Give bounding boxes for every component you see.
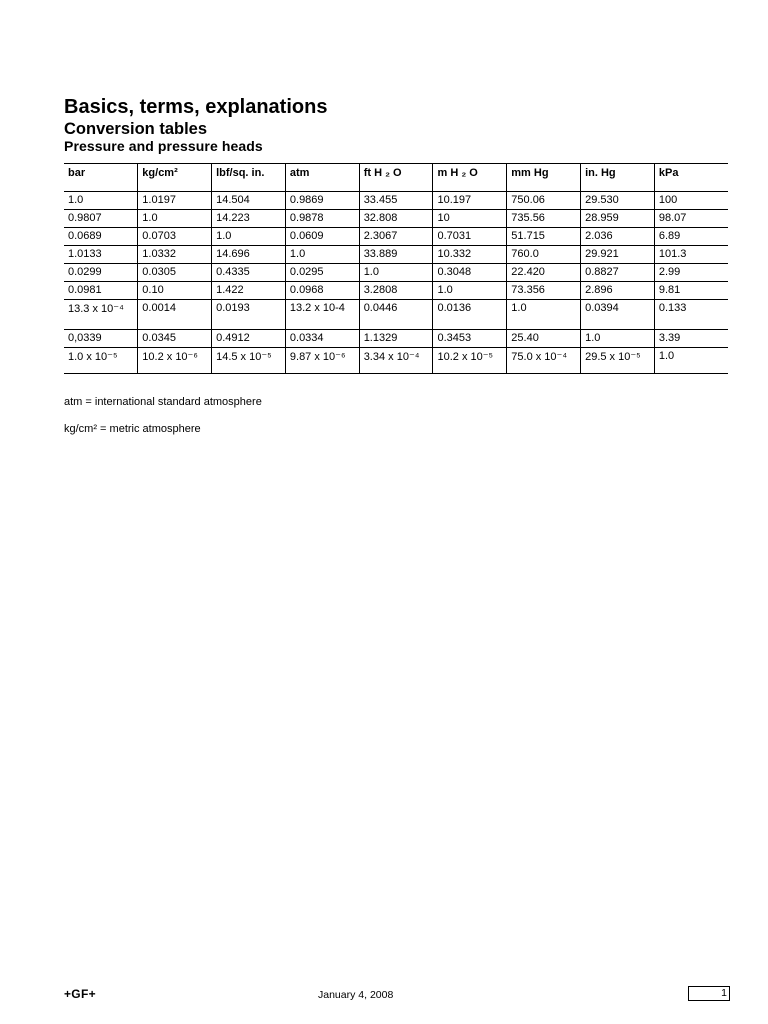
table-cell: 1.0 [654, 348, 728, 374]
table-cell: 9.87 x 10⁻⁶ [285, 348, 359, 374]
page-number-box [688, 986, 730, 1001]
table-cell: 0.0968 [285, 282, 359, 300]
table-row [64, 228, 728, 246]
table-cell: 13.3 x 10⁻⁴ [64, 300, 138, 330]
table-cell: 0.0014 [138, 300, 212, 330]
table-cell: 0.9869 [285, 192, 359, 210]
table-cell: 0.0345 [138, 330, 212, 348]
document-title: Basics, terms, explanations [64, 96, 328, 118]
table-cell: 1.0 x 10⁻⁵ [64, 348, 138, 374]
table-cell: 1.0 [581, 330, 655, 348]
table-cell: 29.5 x 10⁻⁵ [581, 348, 655, 374]
header-cell: kg/cm² [138, 164, 212, 192]
table-cell: 101.3 [654, 246, 728, 264]
table-cell: 51.715 [507, 228, 581, 246]
table-cell: 75.0 x 10⁻⁴ [507, 348, 581, 374]
table-cell: 0.0295 [285, 264, 359, 282]
table-cell: 1.0332 [138, 246, 212, 264]
table-cell: 2.3067 [359, 228, 433, 246]
header-cell: m H ₂ O [433, 164, 507, 192]
table-body [64, 192, 728, 374]
pressure-conversion-table [64, 163, 728, 374]
table-cell: 22.420 [507, 264, 581, 282]
header-cell: lbf/sq. in. [212, 164, 286, 192]
table-cell: 33.455 [359, 192, 433, 210]
table-cell: 6.89 [654, 228, 728, 246]
note-atm: atm = international standard atmosphere [64, 396, 262, 408]
table-cell: 10 [433, 210, 507, 228]
table-cell: 2.99 [654, 264, 728, 282]
table-cell: 2.036 [581, 228, 655, 246]
table-cell: 1.0197 [138, 192, 212, 210]
table-cell: 98.07 [654, 210, 728, 228]
table-cell: 10.197 [433, 192, 507, 210]
table-row [64, 264, 728, 282]
footer-date: January 4, 2008 [318, 989, 394, 1001]
table-cell: 0.0609 [285, 228, 359, 246]
table-cell: 14.223 [212, 210, 286, 228]
table-cell: 1.1329 [359, 330, 433, 348]
table-row [64, 300, 728, 330]
table-cell: 32.808 [359, 210, 433, 228]
table-cell: 0,0339 [64, 330, 138, 348]
table-header-row [64, 164, 728, 192]
table-cell: 0.0981 [64, 282, 138, 300]
table-row [64, 246, 728, 264]
header-cell: bar [64, 164, 138, 192]
table-cell: 760.0 [507, 246, 581, 264]
table-cell: 1.0 [64, 192, 138, 210]
table-cell: 29.530 [581, 192, 655, 210]
table-cell: 1.0 [285, 246, 359, 264]
table-cell: 29.921 [581, 246, 655, 264]
table-cell: 1.0 [138, 210, 212, 228]
table-row [64, 210, 728, 228]
note-kg-cm: kg/cm² = metric atmosphere [64, 423, 201, 435]
table-cell: 0.0193 [212, 300, 286, 330]
table-cell: 0.0299 [64, 264, 138, 282]
section-title: Pressure and pressure heads [64, 138, 263, 154]
table-cell: 3.34 x 10⁻⁴ [359, 348, 433, 374]
table-row [64, 192, 728, 210]
table-cell: 14.696 [212, 246, 286, 264]
table-cell: 10.2 x 10⁻⁶ [138, 348, 212, 374]
table-cell: 0.7031 [433, 228, 507, 246]
table-cell: 9.81 [654, 282, 728, 300]
table-cell: 0.0394 [581, 300, 655, 330]
header-cell: ft H ₂ O [359, 164, 433, 192]
table-cell: 0.8827 [581, 264, 655, 282]
table-cell: 0.0136 [433, 300, 507, 330]
table-cell: 0.0689 [64, 228, 138, 246]
table-cell: 2.896 [581, 282, 655, 300]
table-cell: 33.889 [359, 246, 433, 264]
page-number: 1 [721, 987, 727, 999]
table-cell: 1.0 [433, 282, 507, 300]
table-cell: 735.56 [507, 210, 581, 228]
table-cell: 0.0334 [285, 330, 359, 348]
table-cell: 3.2808 [359, 282, 433, 300]
table-cell: 1.0 [507, 300, 581, 330]
header-cell: atm [285, 164, 359, 192]
table-cell: 28.959 [581, 210, 655, 228]
table-cell: 0.3453 [433, 330, 507, 348]
table-cell: 13.2 x 10-4 [285, 300, 359, 330]
table-cell: 0.133 [654, 300, 728, 330]
document-subtitle: Conversion tables [64, 120, 208, 138]
table-cell: 0.4335 [212, 264, 286, 282]
table-row [64, 348, 728, 374]
table-cell: 0.4912 [212, 330, 286, 348]
table-cell: 10.332 [433, 246, 507, 264]
header-cell: mm Hg [507, 164, 581, 192]
table-cell: 100 [654, 192, 728, 210]
table-cell: 1.0133 [64, 246, 138, 264]
table-cell: 0.10 [138, 282, 212, 300]
header-cell: in. Hg [581, 164, 655, 192]
gf-logo: +GF+ [64, 987, 96, 1001]
table-cell: 0.0446 [359, 300, 433, 330]
table-cell: 0.0703 [138, 228, 212, 246]
table-cell: 1.0 [212, 228, 286, 246]
table-cell: 750.06 [507, 192, 581, 210]
table-cell: 0.0305 [138, 264, 212, 282]
table-row [64, 330, 728, 348]
table-cell: 10.2 x 10⁻⁵ [433, 348, 507, 374]
table-cell: 3.39 [654, 330, 728, 348]
table-cell: 0.9807 [64, 210, 138, 228]
table-cell: 1.422 [212, 282, 286, 300]
table-cell: 73.356 [507, 282, 581, 300]
table-cell: 14.5 x 10⁻⁵ [212, 348, 286, 374]
table-cell: 1.0 [359, 264, 433, 282]
table-cell: 0.3048 [433, 264, 507, 282]
header-cell: kPa [654, 164, 728, 192]
table-row [64, 282, 728, 300]
table-cell: 25.40 [507, 330, 581, 348]
table-cell: 0.9878 [285, 210, 359, 228]
table-cell: 14.504 [212, 192, 286, 210]
